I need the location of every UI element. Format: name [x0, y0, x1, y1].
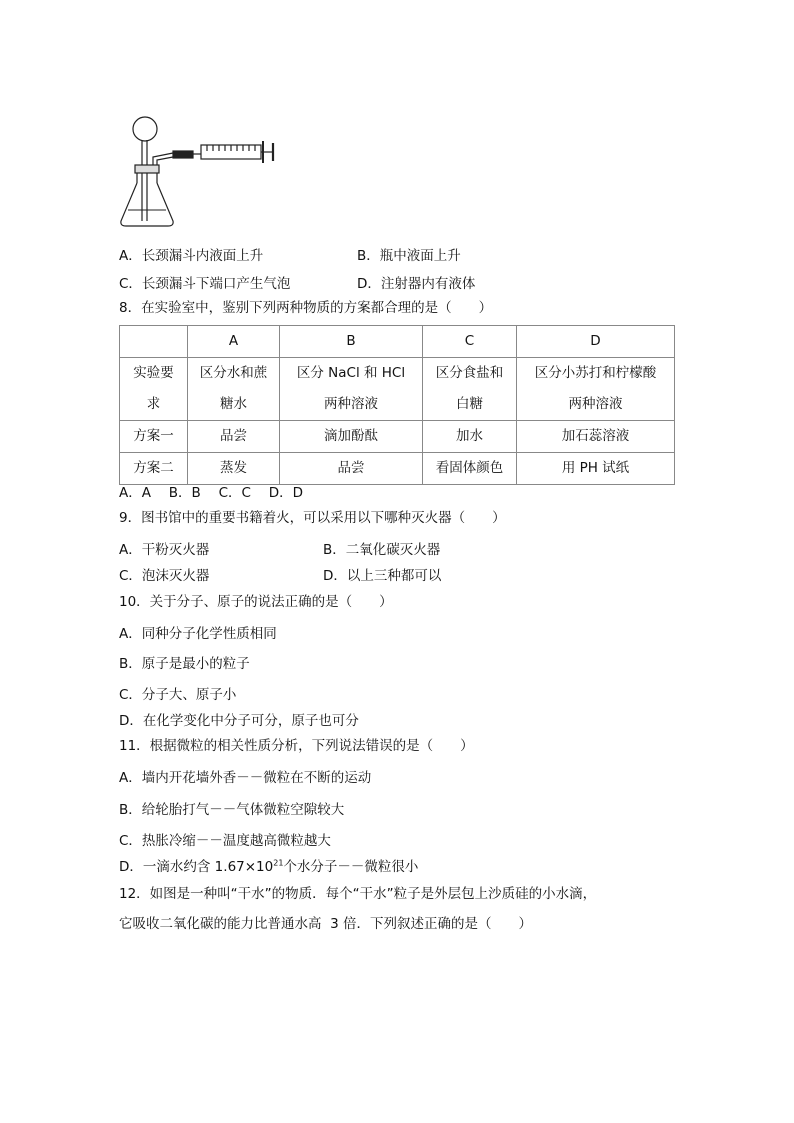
- row-label: 方案一: [120, 421, 188, 453]
- q7-option-d: D．注射器内有液体: [357, 276, 476, 292]
- q9-stem: 9．图书馆中的重要书籍着火，可以采用以下哪种灭火器（ ）: [119, 510, 506, 526]
- table-cell: 滴加酚酞: [280, 421, 423, 453]
- q10-option-b: B．原子是最小的粒子: [119, 656, 250, 672]
- table-cell: 区分小苏打和柠檬酸 两种溶液: [517, 358, 675, 421]
- q8-stem: 8．在实验室中，鉴别下列两种物质的方案都合理的是（ ）: [119, 300, 493, 316]
- table-cell: 区分水和蔗 糖水: [188, 358, 280, 421]
- q10-option-c: C．分子大、原子小: [119, 687, 237, 703]
- apparatus-figure: [115, 113, 280, 233]
- q9-option-a: A．干粉灭火器: [119, 542, 210, 558]
- table-row: [120, 421, 675, 453]
- q9-option-d: D．以上三种都可以: [323, 568, 442, 584]
- header-cell: A: [188, 326, 280, 358]
- table-row: [120, 358, 675, 421]
- q12-line-1: 12．如图是一种叫“干水”的物质．每个“干水”粒子是外层包上沙质硅的小水滴，: [119, 886, 597, 902]
- q11-option-c: C．热胀冷缩－－温度越高微粒越大: [119, 833, 331, 849]
- table-cell: 加石蕊溶液: [517, 421, 675, 453]
- header-cell: C: [423, 326, 517, 358]
- q11-stem: 11．根据微粒的相关性质分析，下列说法错误的是（ ）: [119, 738, 474, 754]
- q12-line-2: 它吸收二氧化碳的能力比普通水高 3 倍．下列叙述正确的是（ ）: [119, 916, 532, 932]
- q7-option-a: A．长颈漏斗内液面上升: [119, 248, 264, 264]
- q7-option-b: B．瓶中液面上升: [357, 248, 461, 264]
- header-cell: D: [517, 326, 675, 358]
- funnel-bulb: [133, 117, 157, 141]
- q11-option-d: D．一滴水约含 $1.67\times 10^{21}$个水分子－－微粒很小: [119, 858, 419, 875]
- table-row: [120, 453, 675, 485]
- q11-option-a: A．墙内开花墙外香－－微粒在不断的运动: [119, 770, 372, 786]
- q8-choices: A．A B．B C．C D．D: [119, 485, 304, 501]
- header-cell: B: [280, 326, 423, 358]
- q10-option-a: A．同种分子化学性质相同: [119, 626, 277, 642]
- header-cell: [120, 326, 188, 358]
- table-cell: 加水: [423, 421, 517, 453]
- q7-option-c: C．长颈漏斗下端口产生气泡: [119, 276, 291, 292]
- table-cell: 用 PH 试纸: [517, 453, 675, 485]
- table-cell: 看固体颜色: [423, 453, 517, 485]
- q10-option-d: D．在化学变化中分子可分，原子也可分: [119, 713, 359, 729]
- table-cell: 品尝: [280, 453, 423, 485]
- row-label: 实验要 求: [120, 358, 188, 421]
- table-cell: 蒸发: [188, 453, 280, 485]
- table-cell: 区分食盐和 白糖: [423, 358, 517, 421]
- row-label: 方案二: [120, 453, 188, 485]
- q11-option-b: B．给轮胎打气－－气体微粒空隙较大: [119, 802, 345, 818]
- q9-option-b: B．二氧化碳灭火器: [323, 542, 441, 558]
- q9-option-c: C．泡沫灭火器: [119, 568, 210, 584]
- table-cell: 品尝: [188, 421, 280, 453]
- flask-stopper: [135, 165, 159, 173]
- q10-stem: 10．关于分子、原子的说法正确的是（ ）: [119, 594, 393, 610]
- q8-table: [119, 325, 675, 485]
- table-cell: 区分 NaCl 和 HCl 两种溶液: [280, 358, 423, 421]
- table-row: [120, 326, 675, 358]
